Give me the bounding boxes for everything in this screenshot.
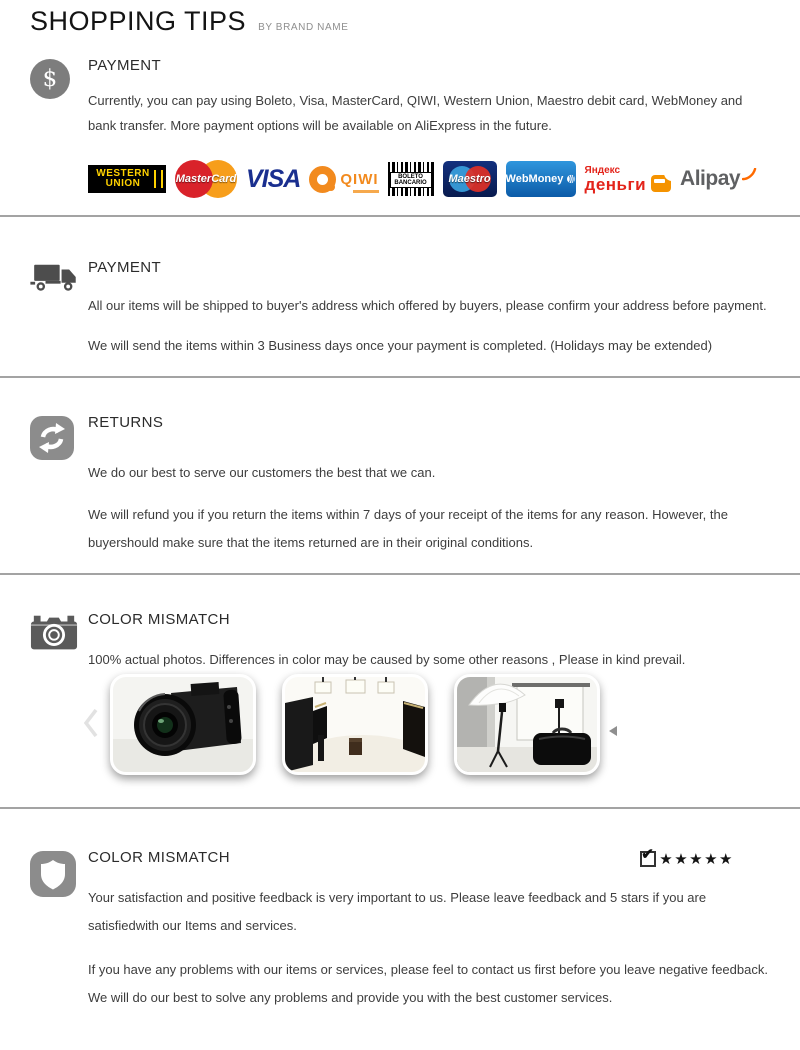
feedback-rating (640, 846, 734, 868)
section-divider (0, 215, 800, 217)
truck-icon (30, 261, 78, 295)
page-byline: BY BRAND NAME (258, 22, 349, 33)
section-title: COLOR MISMATCH (88, 611, 230, 628)
boleto-label (390, 172, 432, 188)
alipay-swoosh-icon (742, 168, 757, 181)
photo-studio[interactable] (282, 674, 428, 775)
camera-icon (30, 613, 78, 653)
page-title: SHOPPING TIPS (30, 6, 247, 36)
section-paragraph: All our items will be shipped to buyer's address which offered by buyers, please confirm your address before payment. (88, 298, 767, 313)
section-feedback (0, 846, 800, 1012)
carousel-next-icon[interactable] (609, 726, 617, 736)
photo-dslr-camera[interactable] (110, 674, 256, 775)
western-union-line1: WESTERN (96, 168, 150, 179)
photo-studio-equipment[interactable] (454, 674, 600, 775)
dollar-icon (30, 59, 70, 99)
mastercard-logo (175, 160, 237, 198)
section-paragraph: 100% actual photos. Differences in color may be caused by some other reasons , Please in kind prevail. (88, 652, 686, 667)
boleto-bancario-logo (388, 162, 434, 196)
boleto-line1: BOLETO (398, 174, 423, 180)
qiwi-label: QIWI (340, 170, 379, 188)
section-paragraph: We will send the items within 3 Business days once your payment is completed. (Holidays may be extended) (88, 338, 713, 353)
section-paragraph: We do our best to serve our customers the best that we can. (88, 465, 436, 480)
section-paragraph: Currently, you can pay using Boleto, Visa, MasterCard, QIWI, Western Union, Maestro debit card, WebMoney and bank transfer. More payment options will be available on AliExpress in the future. (88, 93, 743, 133)
maestro-logo (443, 161, 497, 197)
qiwi-logo (309, 166, 378, 193)
section-shipping (0, 259, 800, 376)
qiwi-ring-icon (309, 166, 336, 193)
section-icon-column (30, 414, 88, 557)
section-title: PAYMENT (88, 259, 162, 276)
five-stars: ★★★★★ (659, 851, 734, 868)
section-icon-column (30, 57, 88, 215)
western-union-line2: UNION (105, 178, 141, 189)
alipay-logo (680, 167, 757, 191)
shield-icon (30, 851, 76, 897)
yandex-line1: Яндекс (584, 164, 621, 176)
section-divider (0, 807, 800, 809)
western-union-logo (88, 165, 166, 193)
section-divider (0, 376, 800, 378)
section-paragraph: We will refund you if you return the items within 7 days of your receipt of the items for any reason. However, the buyershould make sure that the items returned are in their original conditions. (88, 507, 728, 550)
section-icon-column (30, 611, 88, 807)
western-union-bars (154, 170, 163, 188)
webmoney-label: WebMoney (505, 173, 564, 185)
section-title: COLOR MISMATCH (88, 849, 230, 866)
carousel-prev-icon[interactable] (84, 708, 98, 743)
payment-logos-row (88, 158, 770, 200)
section-title: PAYMENT (88, 57, 162, 74)
mastercard-label: MasterCard (175, 173, 237, 185)
yandex-wallet-icon (651, 175, 671, 192)
maestro-label: Maestro (448, 173, 491, 185)
section-paragraph: If you have any problems with our items or services, please feel to contact us first before you leave negative feedback. We will do our best to solve any problems and provide you with the best customer services. (88, 962, 768, 1005)
section-paragraph: Your satisfaction and positive feedback is very important to us. Please leave feedback and 5 stars if you are satisfiedwith our Items and services. (88, 890, 707, 933)
section-payment-methods (0, 57, 800, 215)
webmoney-globe-icon (567, 171, 575, 187)
yandex-line2: деньги (584, 174, 647, 194)
feedback-checkbox[interactable] (640, 846, 656, 867)
returns-icon (30, 416, 74, 460)
checkmark-icon: ✔ (641, 846, 654, 863)
section-color-mismatch-photos (0, 611, 800, 807)
section-icon-column (30, 259, 88, 360)
yandex-money-text (585, 166, 647, 193)
section-returns (0, 414, 800, 573)
section-divider (0, 573, 800, 575)
section-icon-column (30, 849, 88, 1012)
alipay-label: Alipay (680, 167, 741, 190)
section-title: RETURNS (88, 414, 164, 431)
boleto-line2: BANCARIO (394, 180, 427, 186)
photo-carousel (110, 674, 600, 775)
yandex-money-logo (585, 166, 672, 193)
visa-logo: VISA (246, 164, 301, 193)
dollar-glyph: $ (42, 66, 58, 92)
webmoney-logo (506, 161, 576, 197)
feedback-header-row (88, 846, 770, 868)
page-header (0, 0, 800, 37)
